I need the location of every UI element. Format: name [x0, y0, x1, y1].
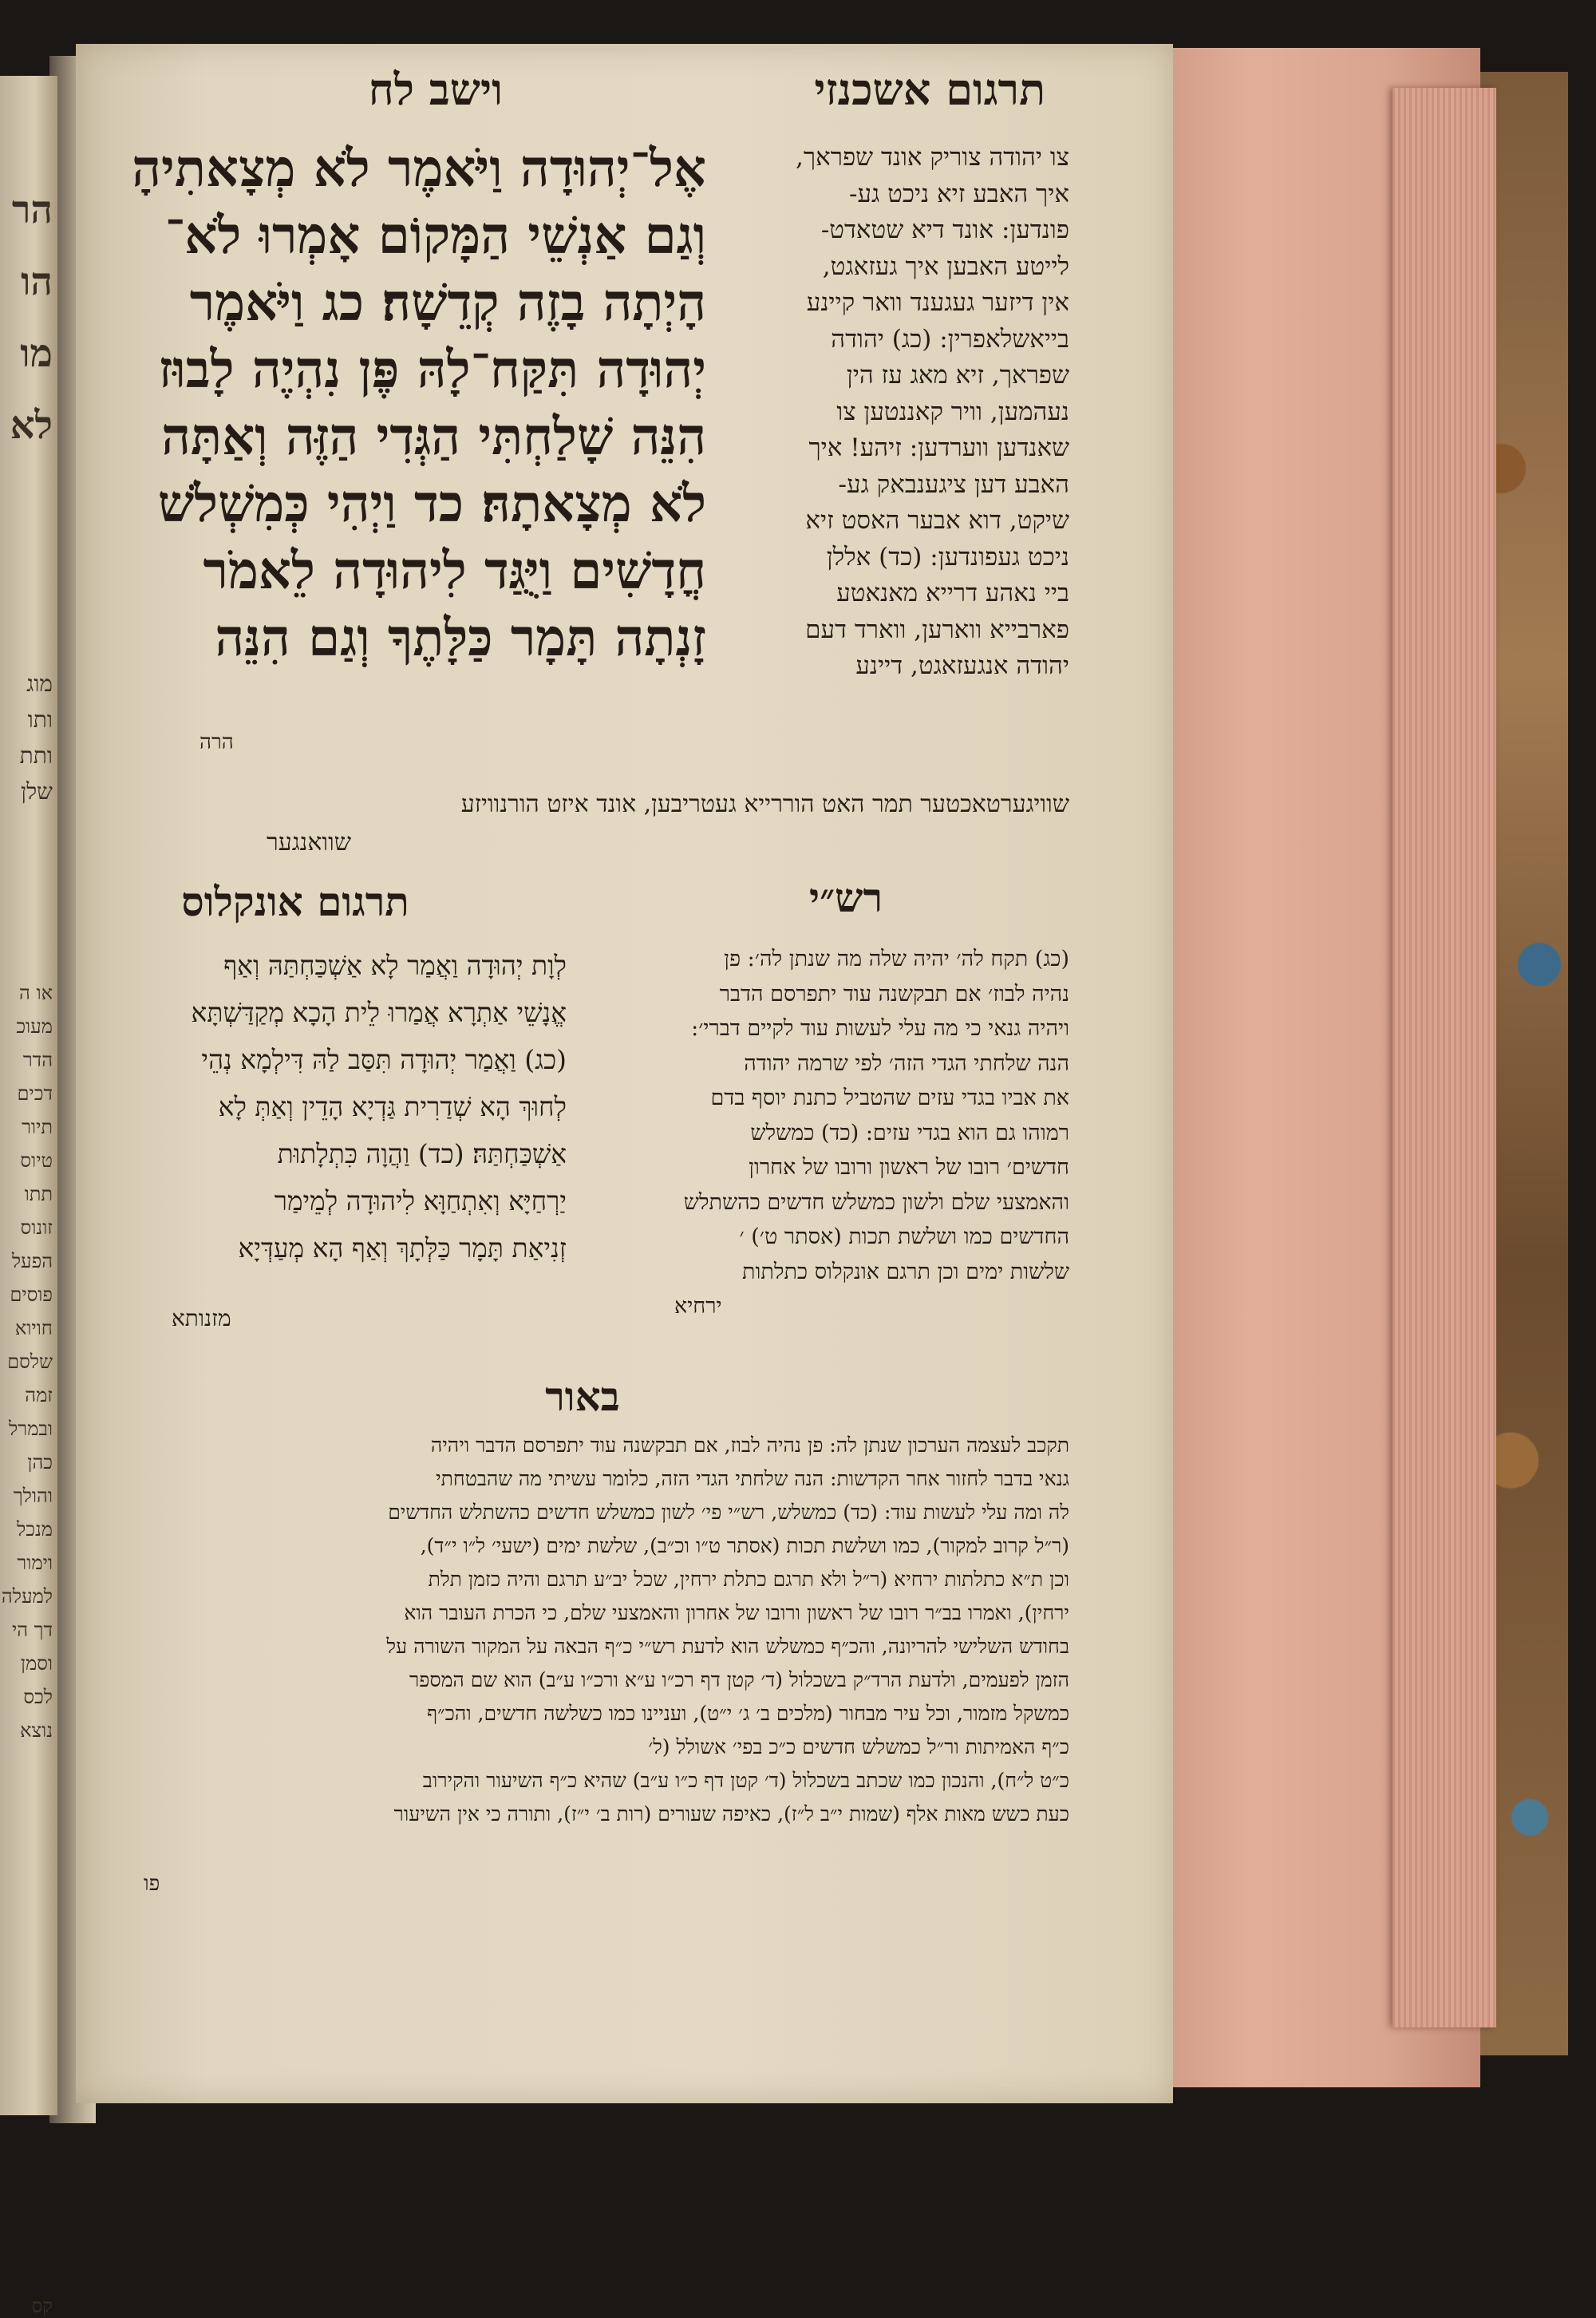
- biur-line: הזמן לפעמים, ולדעת הרד״ק בשכלול (ד׳ קטן דף רכ״ו ע״א ורכ״ו ע״ב) הוא שם המספר: [409, 1668, 1069, 1691]
- translation-line: ביי נאהע דרייא מאנאטע: [836, 579, 1069, 607]
- left-fragment: דכים: [17, 1082, 53, 1105]
- biur-line: כעת כשש מאות אלף (שמות י״ב ל״ז), כאיפה שעורים (רות ב׳ י״ז), ותורה כי אין השיעור: [393, 1802, 1069, 1826]
- left-fragment: מעוכ: [16, 1015, 53, 1038]
- left-fragment: וימור: [17, 1552, 53, 1574]
- translation-line: ניכט געפונדען: (כד) אללן: [826, 542, 1069, 572]
- rashi-line: ירחיא: [674, 1294, 722, 1319]
- left-fragment: למעלה: [1, 1585, 53, 1608]
- translation-line: שיקט, דוא אבער האסט זיא: [805, 506, 1069, 535]
- left-fragment: כהן: [27, 1451, 53, 1473]
- translation-line: פונדען: אונד דיא שטאדט-: [820, 216, 1069, 244]
- rashi-line: חדשים׳ רובו של ראשון ורובו של אחרון: [749, 1155, 1069, 1180]
- german-translation-column: [702, 140, 1069, 685]
- left-fragment: מו: [20, 331, 53, 376]
- main-text-line: זָנְתָה תָּמָר כַּלָּתֶךָ וְגַם הִנֵּה: [215, 608, 706, 668]
- left-fragment: לכס: [23, 1686, 53, 1708]
- biur-line: (ר״ל קרוב למקור), כמו ושלשת תכות (אסתר ט״ו וכ״ב), שלשת ימים (ישעי׳ ל״ו י״ד),: [420, 1534, 1069, 1557]
- translation-line: האבע דען ציגענבאק גע-: [838, 469, 1069, 499]
- left-fragment: לא: [10, 403, 53, 448]
- onkelos-title: תרגום אונקלוס: [181, 878, 409, 925]
- left-page: [0, 76, 57, 2317]
- rashi-title: רש״י: [808, 874, 883, 921]
- left-fragment: נוצא: [20, 1719, 53, 1742]
- left-fragment: חויוא: [14, 1317, 53, 1339]
- main-text-line: הָיְתָה בָזֶה קְדֵשָׁה׃ כג וַיֹּאמֶר: [189, 273, 706, 333]
- left-fragment: טיוס: [20, 1149, 53, 1172]
- main-text-line: חֳדָשִׁים וַיֻּגַּד לִיהוּדָה לֵאמֹר: [203, 541, 706, 601]
- main-hebrew-text: [88, 136, 706, 672]
- biur-line: כ״ט ל״ח), והנכון כמו שכתב בשכלול (ד׳ קטן דף כ״ו ע״ב) שהיא כ״ף השיעור והקירוב: [422, 1769, 1069, 1792]
- left-fragment: והולך: [13, 1485, 53, 1507]
- main-text-line: אֶל־יְהוּדָה וַיֹּאמֶר לֹא מְצָאתִיהָ: [132, 139, 706, 199]
- rashi-line: החדשים כמו ושלשת תכות (אסתר ט׳) ׳: [739, 1224, 1069, 1249]
- translation-line: שפראך, זיא מאג עז הין: [846, 361, 1069, 390]
- left-fragment: ותו: [27, 706, 53, 733]
- left-fragment: דך הי: [11, 1619, 53, 1641]
- biur-line: וכן ת״א כתלתות ירחיא (ר״ל ולא תרגם כתלת ירחין, שכל יב״ע תרגם והיה כזמן תלת: [428, 1568, 1069, 1591]
- left-fragment: קס: [31, 2295, 53, 2317]
- translation-line: צו יהודה צוריק אונד שפראך,: [796, 143, 1069, 172]
- translation-line: איך האבע זיא ניכט גע-: [848, 179, 1069, 208]
- left-fragment: הפעל: [11, 1250, 53, 1272]
- left-fragment: הדר: [22, 1049, 53, 1071]
- main-text-line: יְהוּדָה תִּקַּח־לָהּ פֶּן נִהְיֶה לָבוּז: [158, 340, 706, 400]
- onkelos-column: [88, 942, 567, 1272]
- translation-line: פארבייא ווארען, ווארד דעם: [805, 615, 1069, 644]
- biur-line: כ״ף האמיתות ור״ל כמשלש חדשים כ״כ בפי׳ אשולל (ל׳: [648, 1735, 1069, 1758]
- translation-line: בייאשלאפרין: (כג) יהודה: [831, 324, 1069, 354]
- onkelos-line: (כג) וַאֲמַר יְהוּדָה תִּסַּב לַהּ דִּילְמָא נְהֵי: [201, 1044, 567, 1075]
- biur-line: בחודש השלישי להריונה, והכ״ף כמשלש הוא לדעת רש״י כ״ף הבאה על המקור השורה על: [386, 1635, 1069, 1658]
- left-fragment: הר: [11, 188, 53, 232]
- rashi-line: נהיה לבוז׳ אם תבקשנה עוד יתפרסם הדבר: [719, 981, 1069, 1007]
- onkelos-line: אֱנָשֵׁי אַתְרָא אֲמַרוּ לֵית הָכָא מְקַדַּשְׁתָּא: [191, 997, 567, 1028]
- left-fragment: ותת: [19, 742, 53, 769]
- onkelos-catchword: מזנותא: [172, 1305, 231, 1331]
- biur-line: כמשקל מזמור, וכל עיר מבחור (מלכים ב׳ ג׳ י״ט), ועניינו כמו כשלשה חדשים, והכ״ף: [427, 1702, 1069, 1725]
- main-text-line: וְגַם אַנְשֵׁי הַמָּקוֹם אָמְרוּ לֹא־: [164, 206, 706, 266]
- rashi-line: את אביו בגדי עזים שהטביל כתנת יוסף בדם: [710, 1086, 1069, 1110]
- left-fragment: שלסם: [7, 1351, 53, 1373]
- onkelos-line: לְוָת יְהוּדָה וַאֲמַר לָא אַשְׁכַּחְתַּהּ וְאַף: [223, 950, 567, 981]
- onkelos-line: יַרְחַיָּא וְאִתְחַוָּא לִיהוּדָה לְמֵימַר: [274, 1185, 567, 1216]
- left-fragment: או ה: [19, 982, 53, 1004]
- page-edge-fore: [1393, 88, 1496, 2027]
- translation-line: נעהמען, וויר קאננטען צו: [836, 397, 1069, 426]
- rashi-line: (כג) תקח לה׳ יהיה שלה מה שנתן לה׳: פן: [724, 947, 1069, 971]
- onkelos-line: לְחוּךְ הָא שְׁדַרִית גַּדְיָא הָדֵין וְאַתְּ לָא: [218, 1091, 567, 1122]
- translation-full-line: שוויגערטאכטער תמר האט הוררייא געטריבען, אונד איזט הורנוויזע: [460, 790, 1069, 818]
- running-header-translation: תרגום אשכנזי: [814, 64, 1045, 115]
- left-fragment: ובמרל: [9, 1418, 53, 1440]
- left-fragment: זונוס: [20, 1216, 53, 1239]
- rashi-line: הנה שלחתי הגדי הזה׳ לפי שרמה יהודה: [744, 1050, 1069, 1076]
- left-fragment: פוסים: [10, 1284, 53, 1306]
- translation-full-line: שוואנגער: [267, 829, 351, 856]
- rashi-column: [579, 942, 1069, 1324]
- biur-section: [88, 1429, 1069, 1831]
- left-fragment: מוג: [26, 670, 53, 697]
- running-header-parasha: וישב לח: [368, 64, 503, 115]
- biur-line: ירחין), ואמרו בב״ר רובו של ראשון ורובו של אחרון והאמצעי שלם, כי הכרת העובר הוא: [404, 1601, 1069, 1624]
- left-fragment: וסמן: [20, 1652, 53, 1675]
- translation-line: שאנדען ווערדען: זיהע! איך: [808, 433, 1069, 462]
- left-fragment: תיור: [22, 1116, 53, 1138]
- left-fragment: שלן: [20, 778, 53, 805]
- main-text-line: הִנֵּה שָׁלַחְתִּי הַגְּדִי הַזֶּה וְאַתָּה: [161, 407, 706, 467]
- left-fragment: תתו: [24, 1183, 53, 1205]
- translation-line: יהודה אנגעזאגט, דיינע: [855, 651, 1069, 680]
- left-fragment: זמה: [25, 1384, 53, 1406]
- translation-line: לייטע האבען איך געזאגט,: [822, 251, 1069, 281]
- biur-line: לה ומה עלי לעשות עוד: (כד) כמשלש, רש״י פי׳ לשון כמשלש חדשים כהשתלש החדשים: [388, 1501, 1069, 1524]
- main-catchword: הרה: [200, 730, 234, 754]
- rashi-line: ויהיה גנאי כי מה עלי לעשות עוד לקיים דברי׳:: [691, 1016, 1069, 1041]
- rashi-line: והאמצעי שלם ולשון כמשלש חדשים כהשתלש: [683, 1189, 1069, 1215]
- biur-title: באור: [545, 1373, 620, 1420]
- biur-line: תקכב לעצמה הערכון שנתן לה: פן נהיה לבוז, אם תבקשנה עוד יתפרסם הדבר ויהיה: [430, 1434, 1069, 1457]
- biur-catchword: פו: [144, 1872, 160, 1896]
- left-fragment: מנכל: [17, 1518, 53, 1541]
- translation-line: אין דיזער געגענד וואר קיינע: [806, 288, 1069, 317]
- left-fragment: הו: [21, 259, 53, 304]
- biur-line: גנאי בדבר לחזור אחר הקדשות: הנה שלחתי הגדי הזה, כלומר עשיתי מה שהבטחתי: [436, 1467, 1069, 1490]
- rashi-line: שלשות ימים וכן תרגם אונקלוס כתלתות: [741, 1259, 1069, 1284]
- onkelos-line: אַשְׁכַּחְתַּהּ׃ (כד) וַהֲוָה כִּתְלָתוּת: [277, 1138, 567, 1169]
- rashi-line: רמוהו גם הוא בגדי עזים: (כד) כמשלש: [750, 1120, 1069, 1145]
- onkelos-line: זְנִיאַת תָּמָר כַּלְּתָךְ וְאַף הָא מְעַדְּיָא: [238, 1232, 567, 1264]
- main-text-line: לֹא מְצָאתָהּ׃ כד וַיְהִי כְּמִשְׁלֹשׁ: [157, 474, 706, 534]
